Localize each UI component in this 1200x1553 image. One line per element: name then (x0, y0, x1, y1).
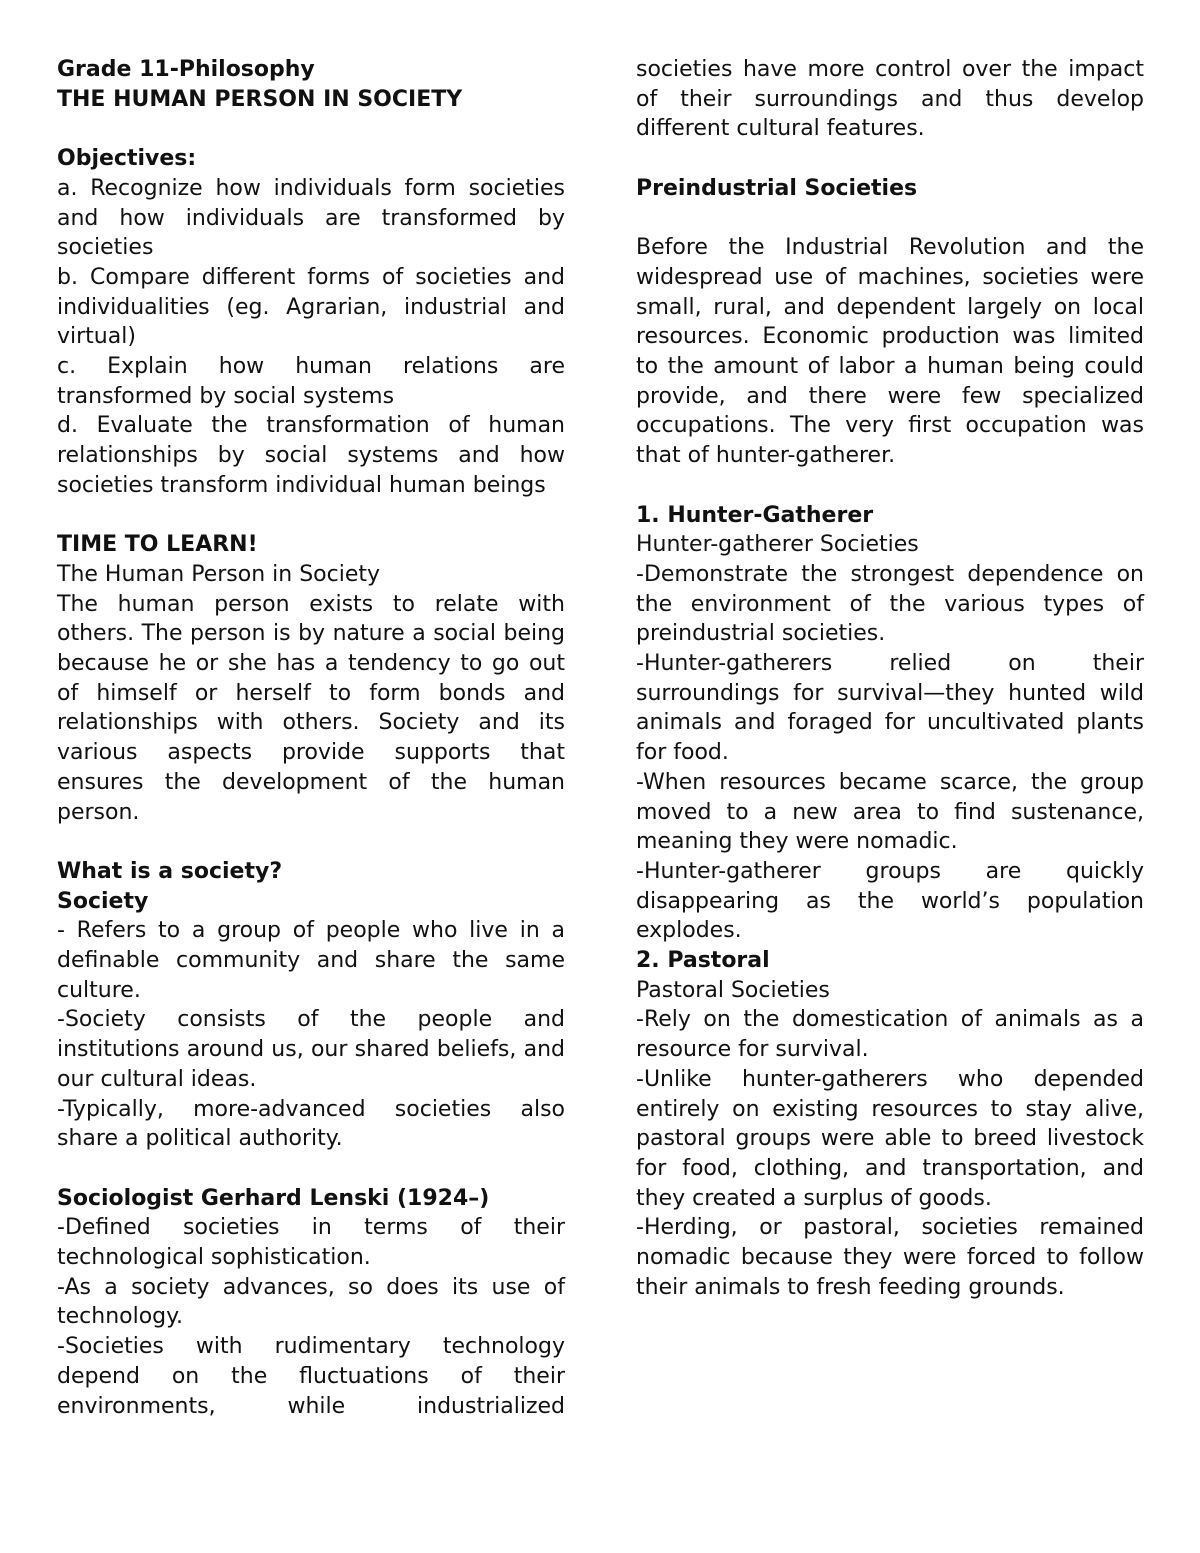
section-subheading: The Human Person in Society (57, 561, 381, 587)
body-paragraph: Before the Industrial Revolution and the widespread use of machines, societies were small, rural, and dependent largely on local resources. Economic production was limited to the amount of labor a human being could provide, and there were few specialized occupations. The very first occupation was that of hunter-gatherer. (636, 235, 1144, 469)
lenski-heading: Sociologist Gerhard Lenski (1924–) (57, 1185, 490, 1211)
pastoral-point: -Rely on the domestication of animals as a resource for survival. (636, 1007, 1144, 1063)
objectives-heading: Objectives: (57, 146, 197, 172)
subject-heading: Grade 11-Philosophy (57, 57, 315, 82)
preindustrial-heading: Preindustrial Societies (636, 175, 918, 201)
lenski-point: -As a society advances, so does its use of technology. (57, 1274, 565, 1330)
right-column (636, 55, 1144, 1302)
section-subheading: Hunter-gatherer Societies (636, 532, 919, 558)
hunter-gatherer-point: -Hunter-gatherer groups are quickly disappearing as the world’s population explodes. (636, 858, 1144, 944)
hunter-gatherer-point: -Hunter-gatherers relied on their surroundings for survival—they hunted wild animals and foraged for uncultivated plants for food. (636, 651, 1144, 766)
pastoral-heading: 2. Pastoral (636, 948, 770, 974)
objective-item: a. Recognize how individuals form societies and how individuals are transformed by societies (57, 175, 565, 261)
hunter-gatherer-point: -When resources became scarce, the group moved to a new area to find sustenance, meaning they were nomadic. (636, 769, 1144, 855)
page-title: THE HUMAN PERSON IN SOCIETY (57, 86, 463, 112)
pastoral-point: -Unlike hunter-gatherers who depended entirely on existing resources to stay alive, pastoral groups were able to breed livestock for food, clothing, and transportation, and they created a surplus of goods. (636, 1066, 1144, 1211)
lenski-point: -Defined societies in terms of their technological sophistication. (57, 1215, 565, 1271)
objective-item: b. Compare different forms of societies and individualities (eg. Agrarian, industrial and virtual) (57, 264, 565, 350)
hunter-gatherer-heading: 1. Hunter-Gatherer (636, 502, 874, 528)
lenski-point-part2: societies have more control over the impact of their surroundings and thus develop different cultural features. (636, 57, 1144, 142)
society-point: - Refers to a group of people who live in a definable community and share the same culture. (57, 918, 565, 1003)
section-subheading: Pastoral Societies (636, 977, 830, 1003)
pastoral-point: -Herding, or pastoral, societies remained nomadic because they were forced to follow their animals to fresh feeding grounds. (636, 1215, 1144, 1300)
society-question: What is a society? (57, 858, 283, 884)
lenski-point-part1: -Societies with rudimentary technology depend on the fluctuations of their environments, while industrialized (57, 1334, 565, 1419)
objective-item: c. Explain how human relations are transformed by social systems (57, 354, 565, 409)
society-point: -Typically, more-advanced societies also share a political authority. (57, 1096, 565, 1152)
left-column (57, 55, 565, 1421)
hunter-gatherer-point: -Demonstrate the strongest dependence on the environment of the various types of preindustrial societies. (636, 561, 1144, 647)
society-point: -Society consists of the people and institutions around us, our shared beliefs, and our cultural ideas. (57, 1007, 565, 1092)
society-term: Society (57, 888, 149, 914)
objective-item: d. Evaluate the transformation of human relationships by social systems and how societies transform individual human beings (57, 413, 565, 498)
time-to-learn-heading: TIME TO LEARN! (57, 532, 258, 558)
body-paragraph: The human person exists to relate with others. The person is by nature a social being because he or she has a tendency to go out of himself or herself to form bonds and relationships with others. Society and its various aspects provide supports that ensures the development of the human person. (57, 591, 565, 825)
